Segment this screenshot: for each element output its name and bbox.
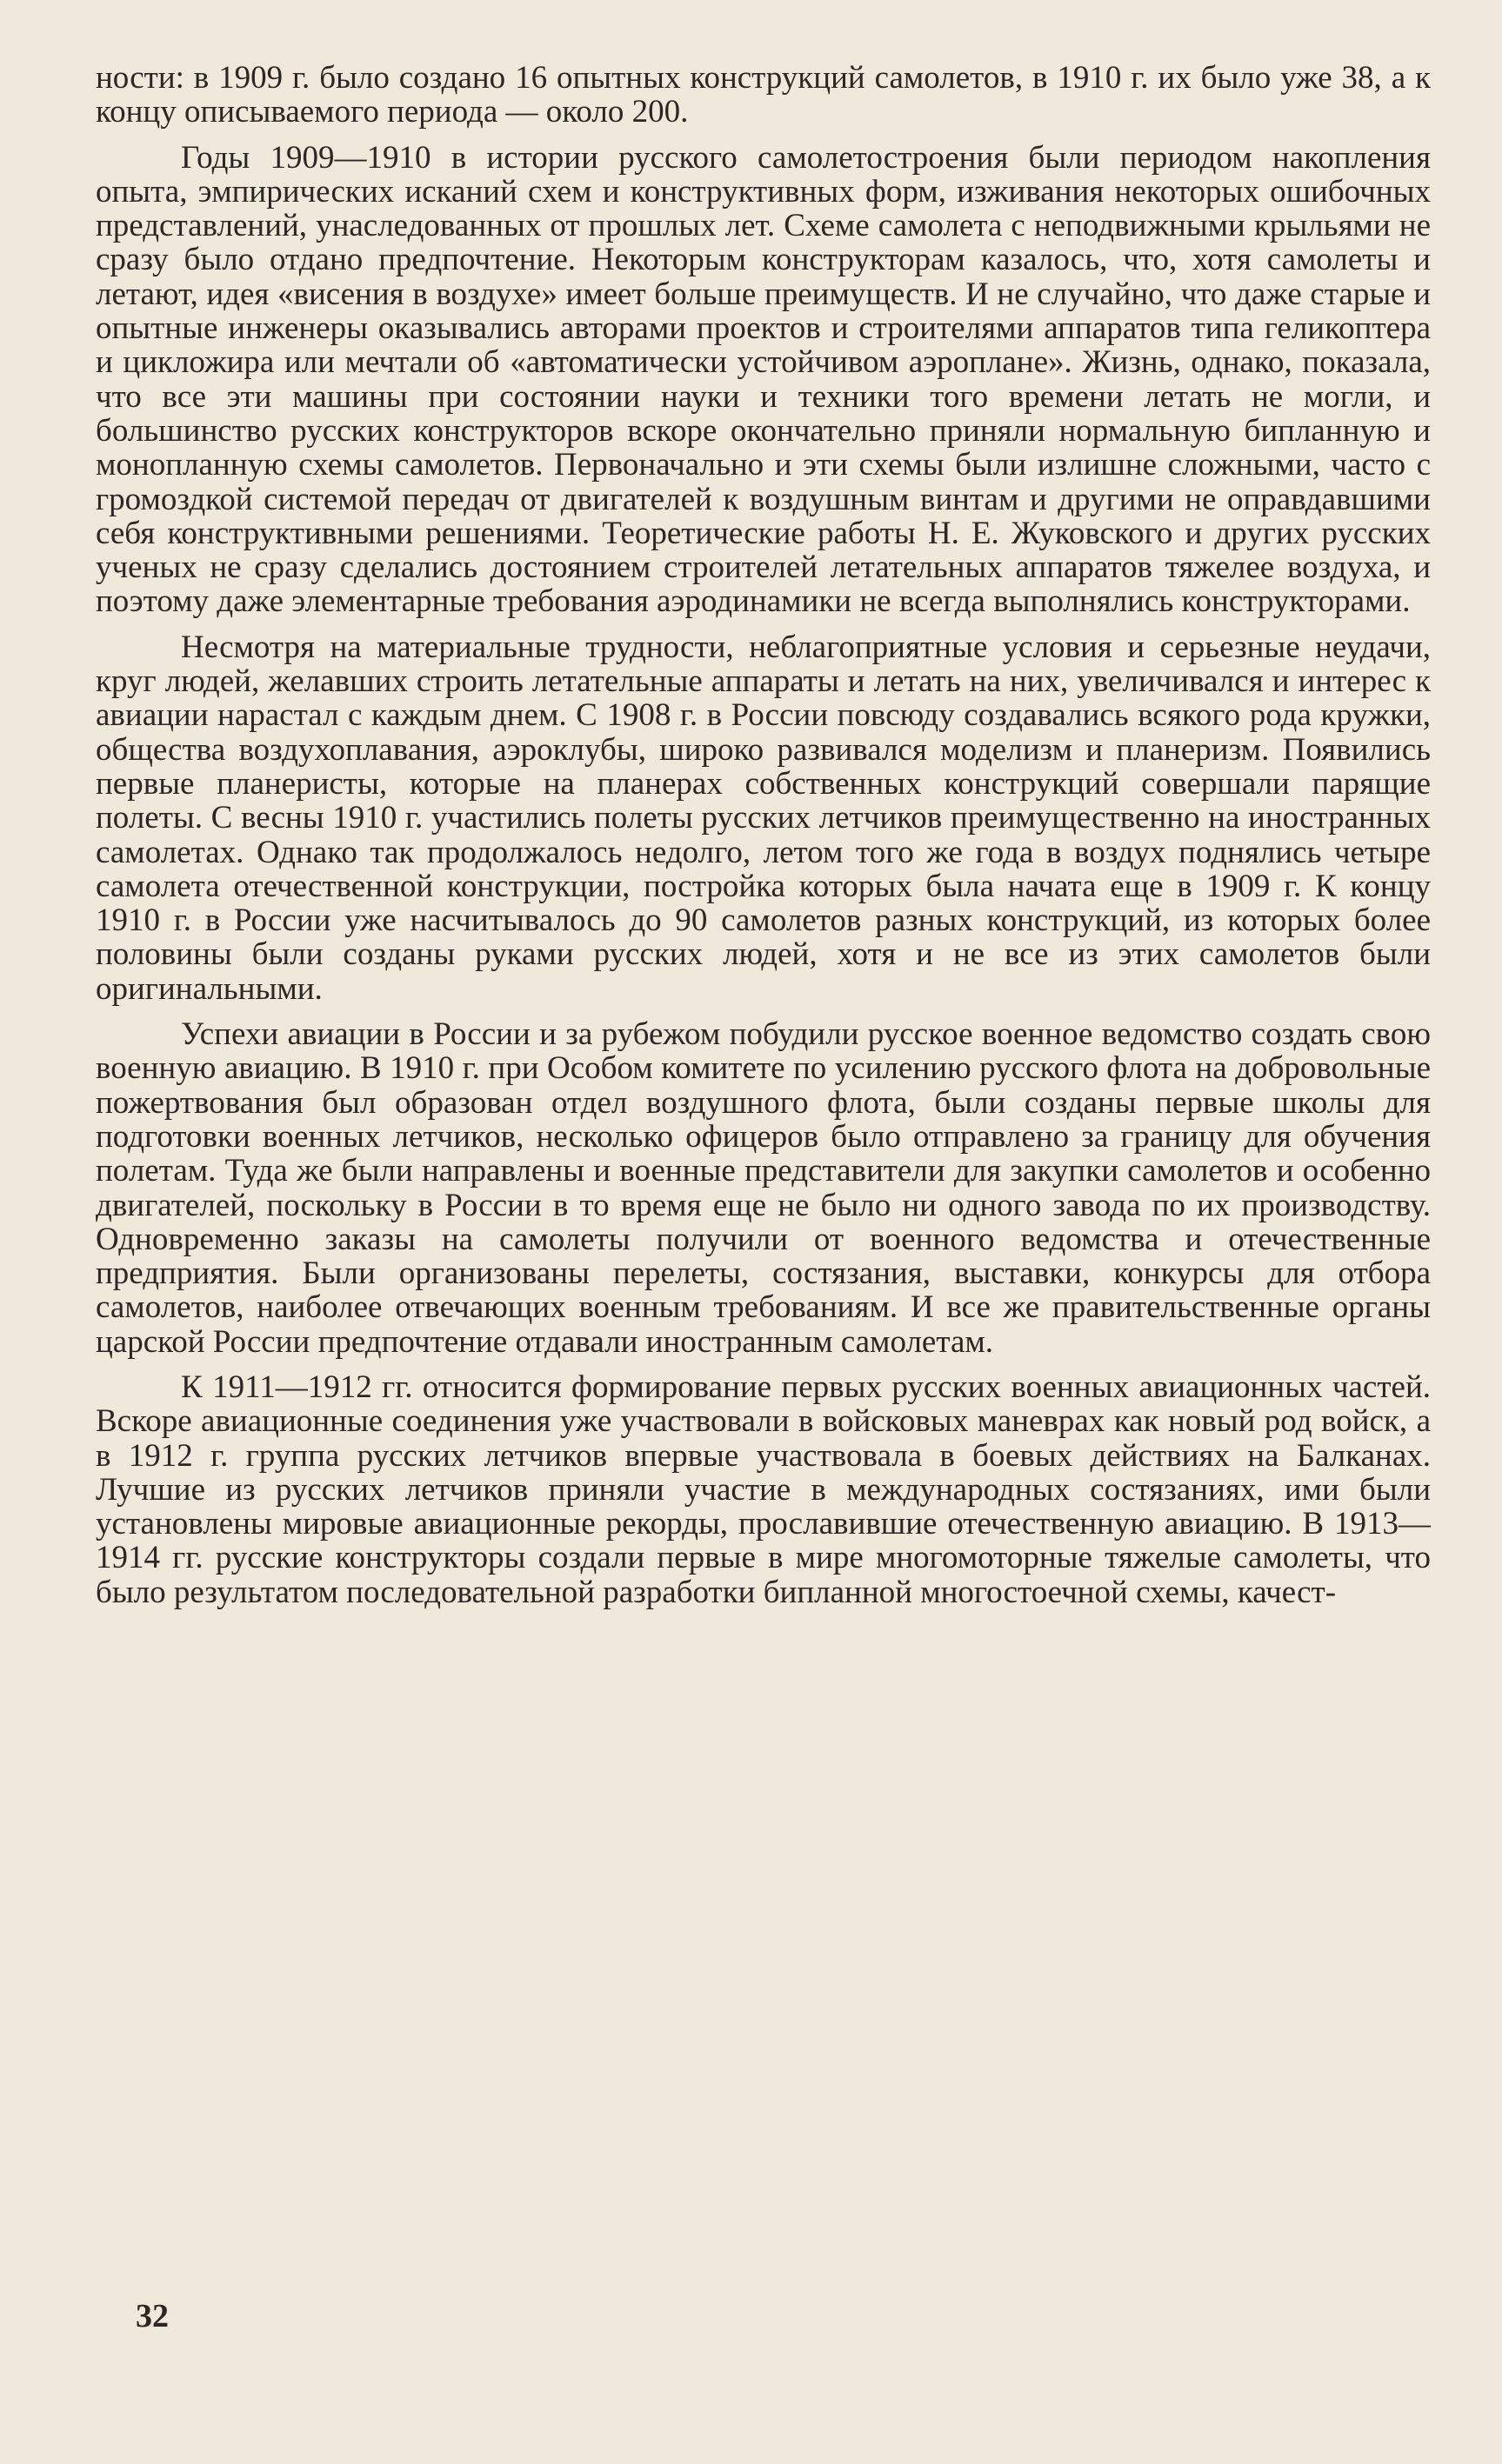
paragraph: Успехи авиации в России и за рубежом побудили русское военное ведомство создать свою военную авиацию. В 1910 г. при Особом комитете по усилению русского флота на добровольные пожертвования был образован отдел воздушного флота, были созданы первые школы для подготовки военных летчиков, несколько офицеров было отправлено за границу для обучения полетам. Туда же были направлены и военные представители для закупки самолетов и особенно двигателей, поскольку в России в то время еще не было ни одного завода по их производству. Одновременно заказы на самолеты получили от военного ведомства и отечественные предприятия. Были организованы перелеты, состязания, выставки, конкурсы для отбора самолетов, наиболее отвечающих военным требованиям. И все же правительственные органы царской России предпочтение отдавали иностранным самолетам. [96, 1016, 1431, 1360]
page-text [96, 61, 1431, 1621]
paragraph: Годы 1909—1910 в истории русского самолетостроения были периодом накопления опыта, эмпирических исканий схем и конструктивных форм, изживания некоторых ошибочных представлений, унаследованных от прошлых лет. Схеме самолета с неподвижными крыльями не сразу было отдано предпочтение. Некоторым конструкторам казалось, что, хотя самолеты и летают, идея «висения в воздухе» имеет больше преимуществ. И не случайно, что даже старые и опытные инженеры оказывались авторами проектов и строителями аппаратов типа геликоптера и цикложира или мечтали об «автоматически устойчивом аэроплане». Жизнь, однако, показала, что все эти машины при состоянии науки и техники того времени летать не могли, и большинство русских конструкторов вскоре окончательно приняли нормальную бипланную и монопланную схемы самолетов. Первоначально и эти схемы были излишне сложными, часто с громоздкой системой передач от двигателей к воздушным винтам и другими не оправдавшими себя конструктивными решениями. Теоретические работы Н. Е. Жуковского и других русских ученых не сразу сделались достоянием строителей летательных аппаратов тяжелее воздуха, и поэтому даже элементарные требования аэродинамики не всегда выполнялись конструкторами. [96, 139, 1431, 620]
paragraph: К 1911—1912 гг. относится формирование первых русских военных авиационных частей. Вскоре авиационные соединения уже участвовали в войсковых маневрах как новый род войск, а в 1912 г. группа русских летчиков впервые участвовала в боевых действиях на Балканах. Лучшие из русских летчиков приняли участие в международных состязаниях, ими были установлены мировые авиационные рекорды, прославившие отечественную авиацию. В 1913—1914 гг. русские конструкторы создали первые в мире многомоторные тяжелые самолеты, что было результатом последовательной разработки бипланной многостоечной схемы, качест- [96, 1369, 1431, 1610]
paragraph-continuation: ности: в 1909 г. было создано 16 опытных конструкций самолетов, в 1910 г. их было уже 38, а к концу описываемого периода — около 200. [96, 60, 1431, 130]
paragraph: Несмотря на материальные трудности, неблагоприятные условия и серьезные неудачи, круг людей, желавших строить летательные аппараты и летать на них, увеличивался и интерес к авиации нарастал с каждым днем. С 1908 г. в России повсюду создавались всякого рода кружки, общества воздухоплавания, аэроклубы, широко развивался моделизм и планеризм. Появились первые планеристы, которые на планерах собственных конструкций совершали парящие полеты. С весны 1910 г. участились полеты русских летчиков преимущественно на иностранных самолетах. Однако так продолжалось недолго, летом того же года в воздух поднялись четыре самолета отечественной конструкции, постройка которых была начата еще в 1909 г. К концу 1910 г. в России уже насчитывалось до 90 самолетов разных конструкций, из которых более половины были созданы руками русских людей, хотя и не все из этих самолетов были оригинальными. [96, 629, 1431, 1007]
page-number: 32 [136, 2298, 169, 2334]
